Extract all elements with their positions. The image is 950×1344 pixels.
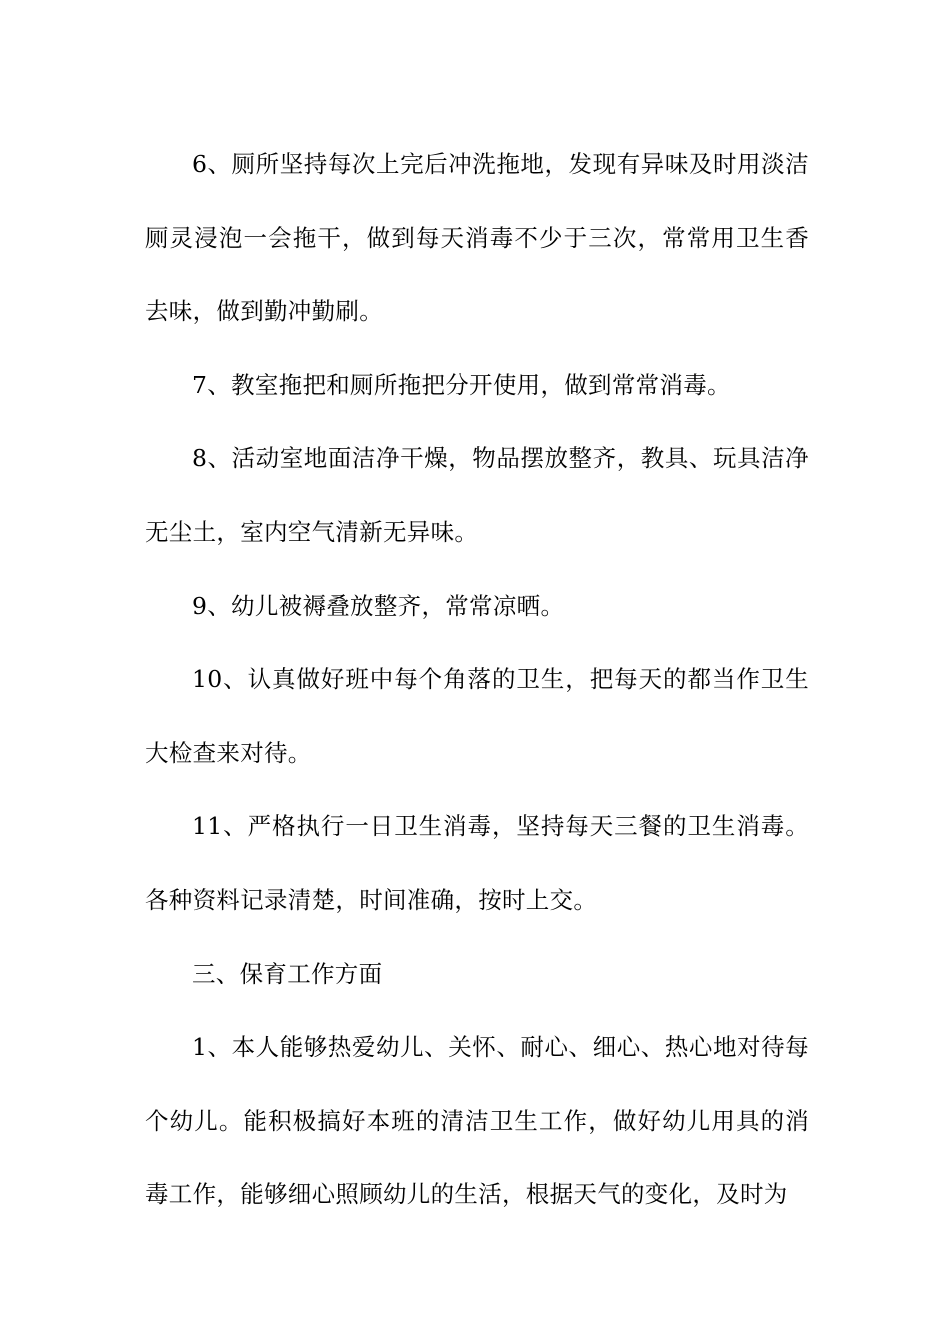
paragraph-item-1: 1、本人能够热爱幼儿、关怀、耐心、细心、热心地对待每个幼儿。能积极搞好本班的清洁卫生工作，做好幼儿用具的消毒工作，能够细心照顾幼儿的生活，根据天气的变化，及时为 [145,1033,809,1209]
paragraph-item-7: 7、教室拖把和厕所拖把分开使用，做到常常消毒。 [192,370,731,399]
paragraph-item-6: 6、厕所坚持每次上完后冲洗拖地，发现有异味及时用淡洁厕灵浸泡一会拖干，做到每天消毒不少于三次，常常用卫生香去味，做到勤冲勤刷。 [145,150,809,326]
document-body [145,128,809,1232]
paragraph-item-11: 11、严格执行一日卫生消毒，坚持每天三餐的卫生消毒。各种资料记录清楚，时间准确，按时上交。 [145,812,809,914]
paragraph-item-8: 8、活动室地面洁净干燥，物品摆放整齐，教具、玩具洁净无尘土，室内空气清新无异味。 [145,444,809,546]
section-heading: 三、保育工作方面 [192,959,383,988]
paragraph-item-10: 10、认真做好班中每个角落的卫生，把每天的都当作卫生大检查来对待。 [145,665,809,767]
paragraph-item-9: 9、幼儿被褥叠放整齐，常常凉晒。 [192,591,565,620]
